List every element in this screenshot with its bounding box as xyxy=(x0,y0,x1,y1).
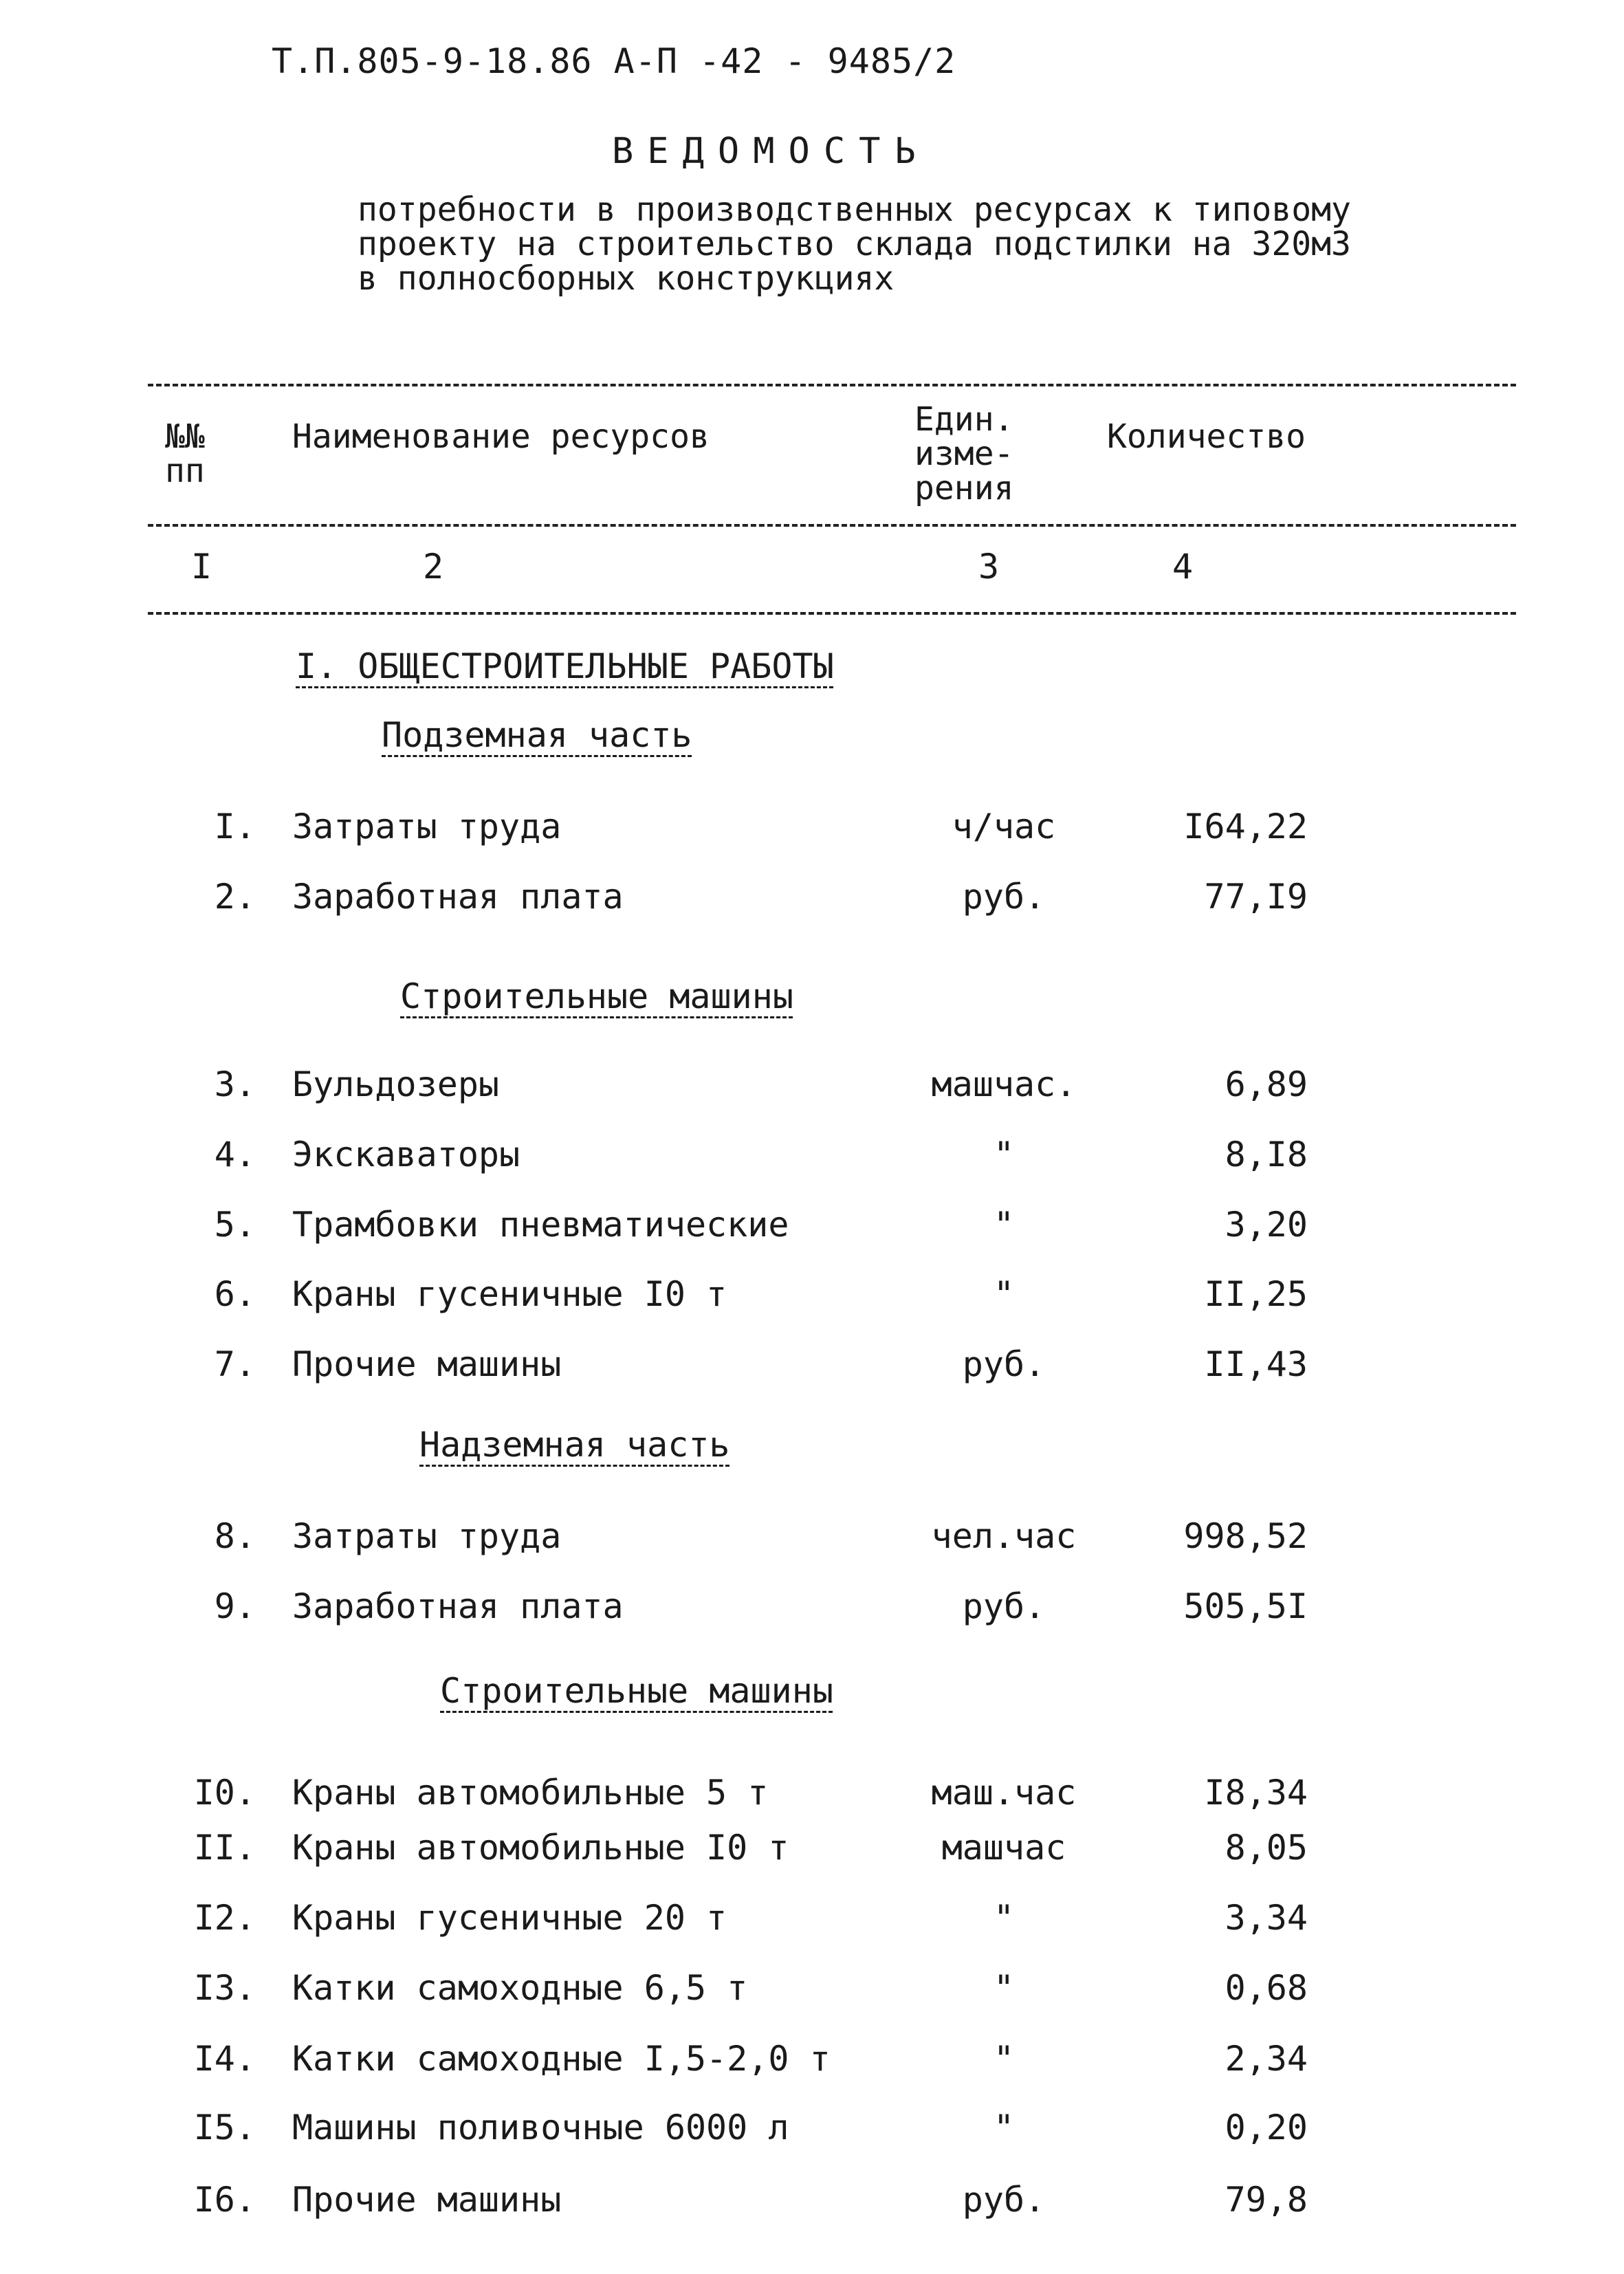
row-unit: " xyxy=(993,1205,1015,1245)
row-quantity: 3,34 xyxy=(1225,1898,1308,1938)
row-name: Катки самоходные 6,5 т xyxy=(292,1968,748,2008)
table-row xyxy=(0,807,1624,848)
row-quantity: I64,22 xyxy=(1183,807,1308,846)
row-number: 6. xyxy=(214,1274,256,1314)
row-quantity: 3,20 xyxy=(1225,1205,1308,1245)
row-name: Прочие машины xyxy=(292,2180,562,2220)
table-row xyxy=(0,2039,1624,2080)
row-name: Заработная плата xyxy=(292,1586,624,1626)
row-quantity: 2,34 xyxy=(1225,2039,1308,2079)
section-heading-general: I. ОБЩЕСТРОИТЕЛЬНЫЕ РАБОТЫ xyxy=(296,646,834,686)
row-name: Трамбовки пневматические xyxy=(292,1205,789,1245)
row-name: Заработная плата xyxy=(292,877,624,917)
row-unit: маш.час xyxy=(931,1773,1077,1813)
table-row xyxy=(0,1135,1624,1176)
row-unit: машчас. xyxy=(931,1064,1077,1104)
table-row xyxy=(0,1516,1624,1557)
subsection-machines-aboveground: Строительные машины xyxy=(440,1671,833,1711)
row-unit: руб. xyxy=(962,877,1046,917)
row-number: I5. xyxy=(193,2108,256,2147)
row-quantity: 77,I9 xyxy=(1204,877,1308,917)
row-quantity: 998,52 xyxy=(1183,1516,1308,1556)
table-row xyxy=(0,1586,1624,1628)
row-quantity: II,25 xyxy=(1204,1274,1308,1314)
document-code: Т.П.805-9-18.86 А-П -42 - 9485/2 xyxy=(272,41,956,81)
row-number: II. xyxy=(193,1828,256,1868)
row-number: 3. xyxy=(214,1064,256,1104)
row-quantity: 79,8 xyxy=(1225,2180,1308,2220)
row-number: I2. xyxy=(193,1898,256,1938)
row-quantity: 0,20 xyxy=(1225,2108,1308,2147)
document-subtitle: потребности в производственных ресурсах к типовому проекту на строительство склада подстилки на 320м3 в полносборных конструкциях xyxy=(358,190,1351,298)
row-name: Краны автомобильные 5 т xyxy=(292,1773,769,1813)
subsection-underground: Подземная часть xyxy=(382,715,692,755)
table-row xyxy=(0,1205,1624,1246)
row-unit: " xyxy=(993,1274,1015,1314)
row-quantity: 0,68 xyxy=(1225,1968,1308,2008)
row-unit: ч/час xyxy=(952,807,1056,846)
subsection-machines-underground: Строительные машины xyxy=(400,976,793,1016)
row-unit: " xyxy=(993,2108,1015,2147)
row-quantity: 6,89 xyxy=(1225,1064,1308,1104)
row-unit: чел.час xyxy=(931,1516,1077,1556)
row-name: Машины поливочные 6000 л xyxy=(292,2108,789,2147)
row-unit: " xyxy=(993,2039,1015,2079)
row-number: 2. xyxy=(214,877,256,917)
column-header-no: №№ пп xyxy=(165,417,205,490)
row-unit: руб. xyxy=(962,2180,1046,2220)
document-title: ВЕДОМОСТЬ xyxy=(612,131,930,172)
row-name: Катки самоходные I,5-2,0 т xyxy=(292,2039,831,2079)
row-number: 7. xyxy=(214,1344,256,1384)
table-row xyxy=(0,877,1624,918)
table-header-rule xyxy=(148,524,1516,527)
row-name: Краны автомобильные I0 т xyxy=(292,1828,789,1868)
table-row xyxy=(0,2180,1624,2221)
row-number: I4. xyxy=(193,2039,256,2079)
row-name: Бульдозеры xyxy=(292,1064,500,1104)
row-quantity: II,43 xyxy=(1204,1344,1308,1384)
row-unit: " xyxy=(993,1968,1015,2008)
row-unit: руб. xyxy=(962,1586,1046,1626)
column-header-qty: Количество xyxy=(1107,417,1306,456)
row-unit: " xyxy=(993,1898,1015,1938)
row-name: Затраты труда xyxy=(292,807,562,846)
row-quantity: 8,I8 xyxy=(1225,1135,1308,1174)
row-number: I6. xyxy=(193,2180,256,2220)
column-number-4: 4 xyxy=(1172,547,1194,587)
subsection-aboveground: Надземная часть xyxy=(419,1425,730,1465)
table-row xyxy=(0,1344,1624,1386)
table-numbers-rule xyxy=(148,612,1516,615)
table-row xyxy=(0,1773,1624,1814)
row-name: Экскаваторы xyxy=(292,1135,520,1174)
row-name: Прочие машины xyxy=(292,1344,562,1384)
table-row xyxy=(0,2108,1624,2149)
row-unit: " xyxy=(993,1135,1015,1174)
row-name: Краны гусеничные I0 т xyxy=(292,1274,727,1314)
row-unit: руб. xyxy=(962,1344,1046,1384)
column-number-1: I xyxy=(191,547,212,587)
table-top-rule xyxy=(148,384,1516,386)
column-number-3: 3 xyxy=(978,547,1000,587)
table-row xyxy=(0,1274,1624,1315)
row-number: I0. xyxy=(193,1773,256,1813)
row-name: Краны гусеничные 20 т xyxy=(292,1898,727,1938)
table-row xyxy=(0,1064,1624,1106)
row-unit: машчас xyxy=(941,1828,1066,1868)
table-row xyxy=(0,1828,1624,1869)
row-number: I. xyxy=(214,807,256,846)
row-number: 8. xyxy=(214,1516,256,1556)
row-quantity: I8,34 xyxy=(1204,1773,1308,1813)
row-number: I3. xyxy=(193,1968,256,2008)
row-quantity: 8,05 xyxy=(1225,1828,1308,1868)
row-quantity: 505,5I xyxy=(1183,1586,1308,1626)
column-number-2: 2 xyxy=(423,547,444,587)
row-number: 9. xyxy=(214,1586,256,1626)
row-number: 5. xyxy=(214,1205,256,1245)
row-number: 4. xyxy=(214,1135,256,1174)
table-row xyxy=(0,1898,1624,1939)
row-name: Затраты труда xyxy=(292,1516,562,1556)
column-header-name: Наименование ресурсов xyxy=(292,417,710,456)
column-header-unit: Един. изме- рения xyxy=(914,400,1014,507)
table-row xyxy=(0,1968,1624,2009)
